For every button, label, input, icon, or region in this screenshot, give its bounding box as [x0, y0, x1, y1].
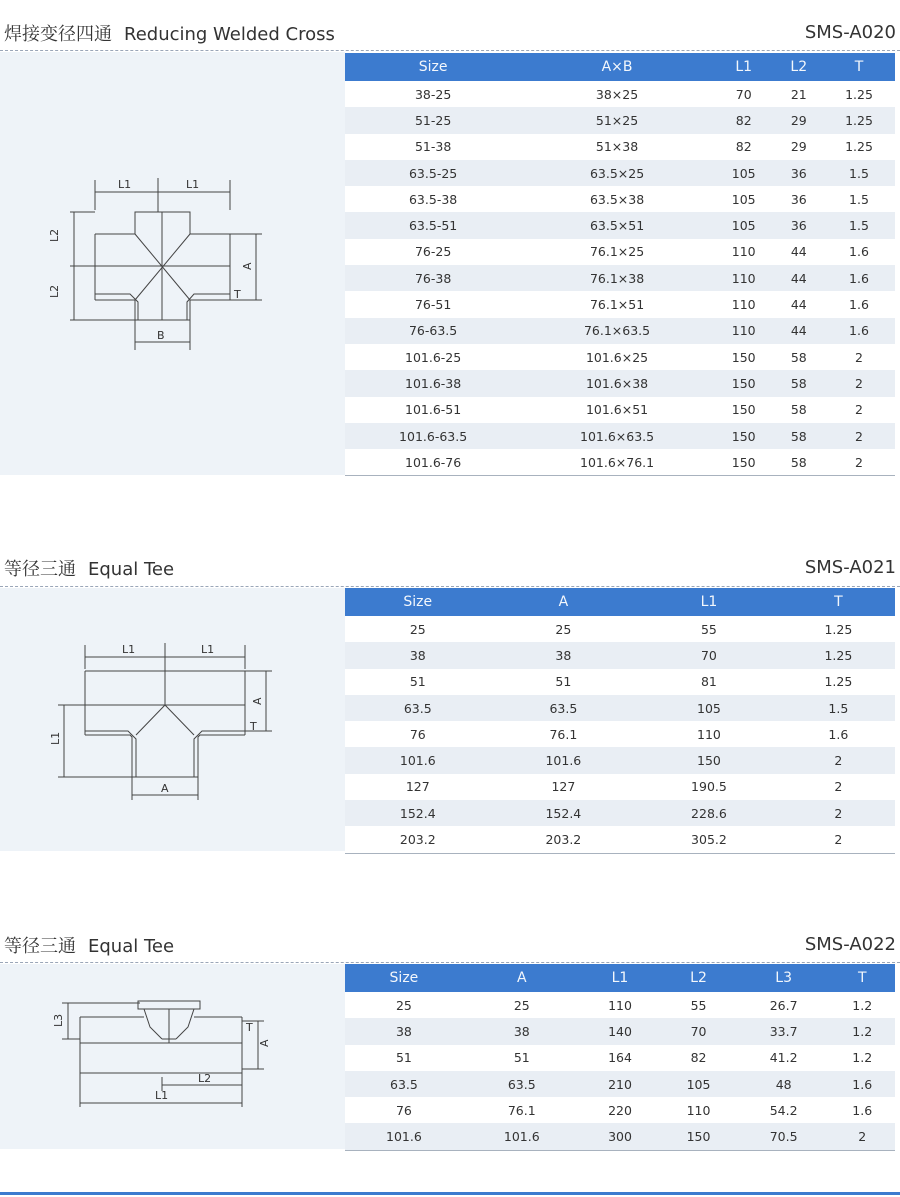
dim-l3: L3 — [52, 1013, 65, 1027]
table-row — [345, 1018, 895, 1044]
table-cell: 220 — [581, 1097, 660, 1123]
table-cell: 150 — [713, 370, 775, 396]
table-cell: 305.2 — [636, 826, 782, 853]
table-cell: 76.1×63.5 — [521, 318, 713, 344]
table-cell: 150 — [659, 1123, 738, 1150]
table-cell: 101.6 — [491, 747, 637, 773]
table-cell: 1.25 — [823, 134, 895, 160]
table-cell: 44 — [775, 239, 823, 265]
table-cell: 76-51 — [345, 291, 521, 317]
table-cell: 2 — [823, 370, 895, 396]
table-cell: 101.6×51 — [521, 397, 713, 423]
table-cell: 2 — [782, 747, 895, 773]
table-cell: 63.5-38 — [345, 186, 521, 212]
product-code: SMS-A021 — [804, 557, 896, 578]
table-cell: 25 — [345, 992, 463, 1018]
col-l1: L1 — [581, 964, 660, 992]
table-cell: 21 — [775, 81, 823, 107]
table-cell: 76 — [345, 1097, 463, 1123]
table-cell: 101.6 — [463, 1123, 581, 1150]
table-cell: 54.2 — [738, 1097, 830, 1123]
table-cell: 36 — [775, 186, 823, 212]
table-header-row — [345, 964, 895, 992]
table-cell: 2 — [782, 774, 895, 800]
col-size: Size — [345, 53, 521, 81]
table-cell: 63.5-25 — [345, 160, 521, 186]
table-cell: 152.4 — [491, 800, 637, 826]
table-cell: 101.6-76 — [345, 449, 521, 476]
col-t: T — [823, 53, 895, 81]
table-cell: 203.2 — [491, 826, 637, 853]
table-cell: 58 — [775, 344, 823, 370]
table-cell: 63.5×25 — [521, 160, 713, 186]
table-cell: 76.1 — [463, 1097, 581, 1123]
table-cell: 101.6×38 — [521, 370, 713, 396]
table-cell: 110 — [581, 992, 660, 1018]
table-cell: 2 — [829, 1123, 895, 1150]
table-cell: 105 — [659, 1071, 738, 1097]
table-cell: 1.25 — [823, 107, 895, 133]
table-row — [345, 1045, 895, 1071]
table-cell: 38 — [345, 1018, 463, 1044]
table-cell: 51×25 — [521, 107, 713, 133]
table-cell: 63.5 — [491, 695, 637, 721]
table-cell: 101.6×25 — [521, 344, 713, 370]
table-cell: 76-25 — [345, 239, 521, 265]
table-cell: 101.6 — [345, 1123, 463, 1150]
table-cell: 1.5 — [823, 186, 895, 212]
table-cell: 58 — [775, 423, 823, 449]
title-en: Reducing Welded Cross — [124, 24, 335, 45]
table-cell: 48 — [738, 1071, 830, 1097]
table-cell: 2 — [823, 449, 895, 476]
table-cell: 76 — [345, 721, 491, 747]
table-cell: 29 — [775, 107, 823, 133]
table-cell: 2 — [823, 397, 895, 423]
table-cell: 44 — [775, 318, 823, 344]
table-cell: 127 — [491, 774, 637, 800]
table-cell: 38 — [491, 642, 637, 668]
table-cell: 63.5×38 — [521, 186, 713, 212]
title-en: Equal Tee — [88, 936, 175, 957]
dim-a-bottom: A — [161, 782, 169, 795]
table-cell: 55 — [659, 992, 738, 1018]
table-cell: 1.6 — [829, 1097, 895, 1123]
table-row — [345, 1097, 895, 1123]
table-cell: 70.5 — [738, 1123, 830, 1150]
table-cell: 152.4 — [345, 800, 491, 826]
col-t: T — [782, 588, 895, 616]
dim-l1-right: L1 — [201, 643, 215, 656]
dim-l2-top: L2 — [48, 228, 61, 242]
col-a: A — [491, 588, 637, 616]
table-row — [345, 992, 895, 1018]
equal-tee-clamp-drawing — [40, 995, 280, 1115]
table-cell: 58 — [775, 449, 823, 476]
table-cell: 63.5×51 — [521, 212, 713, 238]
table-cell: 76.1×25 — [521, 239, 713, 265]
table-cell: 101.6-25 — [345, 344, 521, 370]
table-cell: 101.6×63.5 — [521, 423, 713, 449]
table-cell: 1.6 — [823, 291, 895, 317]
table-cell: 51 — [345, 1045, 463, 1071]
table-cell: 82 — [659, 1045, 738, 1071]
table-cell: 1.5 — [782, 695, 895, 721]
dim-l1-vertical: L1 — [49, 731, 62, 745]
table-cell: 101.6-63.5 — [345, 423, 521, 449]
table-cell: 51-38 — [345, 134, 521, 160]
table-cell: 2 — [782, 826, 895, 853]
table-cell: 127 — [345, 774, 491, 800]
table-cell: 1.5 — [823, 160, 895, 186]
table-cell: 44 — [775, 265, 823, 291]
table-cell: 76-63.5 — [345, 318, 521, 344]
table-cell: 51 — [345, 669, 491, 695]
dim-t: T — [234, 288, 241, 301]
table-cell: 36 — [775, 212, 823, 238]
dim-t: T — [250, 720, 257, 733]
table-cell: 2 — [823, 344, 895, 370]
col-l3: L3 — [738, 964, 830, 992]
col-axb: A×B — [521, 53, 713, 81]
dim-a: A — [258, 1039, 271, 1047]
table-cell: 51-25 — [345, 107, 521, 133]
product-code: SMS-A020 — [804, 22, 896, 43]
table-cell: 58 — [775, 397, 823, 423]
dim-b: B — [157, 329, 165, 342]
table-cell: 105 — [636, 695, 782, 721]
table-cell: 1.6 — [823, 239, 895, 265]
table-cell: 300 — [581, 1123, 660, 1150]
table-cell: 1.25 — [782, 669, 895, 695]
table-cell: 63.5 — [345, 1071, 463, 1097]
table-cell: 228.6 — [636, 800, 782, 826]
table-cell: 1.6 — [823, 318, 895, 344]
table-cell: 110 — [713, 265, 775, 291]
table-cell: 70 — [636, 642, 782, 668]
title-cn: 等径三通 — [4, 936, 76, 957]
dim-l1-left: L1 — [118, 178, 132, 191]
table-cell: 1.5 — [823, 212, 895, 238]
dim-l1: L1 — [155, 1089, 169, 1102]
product-code: SMS-A022 — [804, 934, 896, 955]
table-cell: 190.5 — [636, 774, 782, 800]
title-cn: 等径三通 — [4, 559, 76, 580]
table-cell: 63.5-51 — [345, 212, 521, 238]
table-cell: 150 — [713, 397, 775, 423]
table-cell: 1.6 — [782, 721, 895, 747]
table-cell: 51×38 — [521, 134, 713, 160]
table-cell: 101.6-38 — [345, 370, 521, 396]
dim-l2: L2 — [198, 1072, 212, 1085]
table-cell: 203.2 — [345, 826, 491, 853]
table-cell: 140 — [581, 1018, 660, 1044]
col-l1: L1 — [636, 588, 782, 616]
table-cell: 38×25 — [521, 81, 713, 107]
table-row — [345, 1123, 895, 1150]
table-cell: 63.5 — [345, 695, 491, 721]
table-cell: 2 — [823, 423, 895, 449]
table-cell: 101.6 — [345, 747, 491, 773]
table-cell: 110 — [659, 1097, 738, 1123]
table-cell: 44 — [775, 291, 823, 317]
table-cell: 58 — [775, 370, 823, 396]
table-cell: 55 — [636, 616, 782, 642]
table-cell: 150 — [713, 344, 775, 370]
table-cell: 105 — [713, 186, 775, 212]
table-cell: 82 — [713, 134, 775, 160]
table-cell: 1.6 — [823, 265, 895, 291]
col-a: A — [463, 964, 581, 992]
table-cell: 38 — [463, 1018, 581, 1044]
table-cell: 1.25 — [823, 81, 895, 107]
table-row — [345, 1071, 895, 1097]
table-cell: 36 — [775, 160, 823, 186]
section-divider — [0, 962, 900, 963]
col-l1: L1 — [713, 53, 775, 81]
dim-l2-bottom: L2 — [48, 284, 61, 298]
table-cell: 105 — [713, 212, 775, 238]
table-cell: 210 — [581, 1071, 660, 1097]
table-cell: 33.7 — [738, 1018, 830, 1044]
table-cell: 105 — [713, 160, 775, 186]
table-cell: 150 — [636, 747, 782, 773]
dim-l1-right: L1 — [186, 178, 200, 191]
table-cell: 2 — [782, 800, 895, 826]
section-title — [4, 932, 174, 958]
table-cell: 110 — [713, 291, 775, 317]
table-cell: 76.1×51 — [521, 291, 713, 317]
dim-a: A — [241, 262, 254, 270]
table-cell: 70 — [659, 1018, 738, 1044]
table-cell: 110 — [713, 318, 775, 344]
table-cell: 51 — [491, 669, 637, 695]
table-cell: 1.25 — [782, 616, 895, 642]
table-cell: 38-25 — [345, 81, 521, 107]
table-cell: 38 — [345, 642, 491, 668]
table-cell: 101.6×76.1 — [521, 449, 713, 476]
table-cell: 110 — [713, 239, 775, 265]
table-cell: 41.2 — [738, 1045, 830, 1071]
title-en: Equal Tee — [88, 559, 175, 580]
table-cell: 101.6-51 — [345, 397, 521, 423]
table-cell: 110 — [636, 721, 782, 747]
table-cell: 1.6 — [829, 1071, 895, 1097]
col-t: T — [829, 964, 895, 992]
table-cell: 25 — [491, 616, 637, 642]
table-cell: 1.2 — [829, 1045, 895, 1071]
table-cell: 25 — [463, 992, 581, 1018]
dim-a-right: A — [251, 697, 264, 705]
table-cell: 1.25 — [782, 642, 895, 668]
table-cell: 150 — [713, 423, 775, 449]
table-cell: 51 — [463, 1045, 581, 1071]
footer-rule — [0, 1192, 900, 1195]
col-l2: L2 — [775, 53, 823, 81]
title-cn: 焊接变径四通 — [4, 24, 112, 45]
table-cell: 70 — [713, 81, 775, 107]
col-size: Size — [345, 588, 491, 616]
table-cell: 76.1 — [491, 721, 637, 747]
table-cell: 63.5 — [463, 1071, 581, 1097]
table-cell: 1.2 — [829, 1018, 895, 1044]
col-l2: L2 — [659, 964, 738, 992]
table-cell: 81 — [636, 669, 782, 695]
col-size: Size — [345, 964, 463, 992]
spec-table — [345, 964, 895, 1151]
table-cell: 82 — [713, 107, 775, 133]
table-cell: 25 — [345, 616, 491, 642]
table-cell: 29 — [775, 134, 823, 160]
dim-l1-left: L1 — [122, 643, 136, 656]
table-cell: 26.7 — [738, 992, 830, 1018]
table-cell: 150 — [713, 449, 775, 476]
table-cell: 1.2 — [829, 992, 895, 1018]
dim-t: T — [246, 1021, 253, 1034]
table-cell: 164 — [581, 1045, 660, 1071]
table-cell: 76.1×38 — [521, 265, 713, 291]
table-cell: 76-38 — [345, 265, 521, 291]
